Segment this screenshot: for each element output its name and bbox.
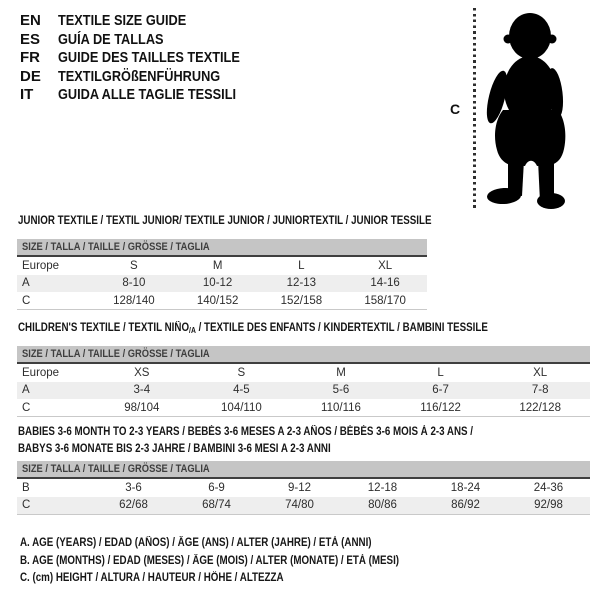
cell: 68/74 bbox=[202, 499, 231, 511]
cell: 92/98 bbox=[534, 499, 563, 511]
cell: 12-13 bbox=[286, 277, 317, 290]
silhouette-foot-right bbox=[537, 193, 565, 209]
cell: M bbox=[336, 366, 346, 379]
cell: 18-24 bbox=[450, 481, 481, 494]
table-row bbox=[17, 275, 427, 293]
cell: 8-10 bbox=[122, 277, 146, 290]
babies-title-line2: BABYS 3-6 MONATE BIS 2-3 JAHRE / BAMBINI 3-6 MESI A 2-3 ANNI bbox=[18, 443, 331, 455]
cell: M bbox=[212, 259, 223, 272]
cell: XL bbox=[378, 259, 393, 272]
note-b: B. AGE (MONTHS) / EDAD (MESES) / ÂGE (MOIS) / ALTER (MONATE) / ETÀ (MESI) bbox=[20, 554, 400, 567]
language-row-fr bbox=[20, 49, 272, 68]
silhouette-ear-right bbox=[548, 35, 557, 44]
cell: 9-12 bbox=[287, 481, 312, 494]
title-subscript: /A bbox=[189, 326, 196, 335]
cell: 14-16 bbox=[370, 277, 400, 290]
language-guide-list bbox=[20, 12, 272, 105]
size-header-bar bbox=[17, 346, 590, 364]
language-row-it bbox=[20, 86, 272, 105]
size-header-text: SIZE / TALLA / TAILLE / GRÖSSE / TAGLIA bbox=[22, 463, 210, 475]
language-code: DE bbox=[20, 67, 41, 85]
junior-table-title bbox=[18, 213, 504, 230]
cell: XS bbox=[134, 366, 150, 379]
children-size-table bbox=[17, 346, 590, 417]
note-a: A. AGE (YEARS) / EDAD (AÑOS) / ÂGE (ANS) / ALTER (JAHRE) / ETÀ (ANNI) bbox=[20, 537, 372, 549]
row-label: Europe bbox=[22, 366, 60, 379]
table-row bbox=[17, 479, 590, 497]
row-label: C bbox=[22, 401, 31, 414]
language-code: EN bbox=[20, 12, 41, 29]
cell: 12-18 bbox=[367, 481, 398, 494]
cell: XL bbox=[533, 366, 548, 379]
language-title: GUIDA ALLE TAGLIE TESSILI bbox=[58, 86, 237, 103]
cell: 116/122 bbox=[420, 401, 461, 414]
height-measure-label: C bbox=[450, 101, 461, 117]
silhouette-ear-left bbox=[504, 35, 513, 44]
cell: 158/170 bbox=[364, 294, 406, 307]
row-label: Europe bbox=[22, 259, 60, 272]
row-label: A bbox=[22, 277, 30, 290]
table-row bbox=[17, 399, 590, 417]
table-row bbox=[17, 292, 427, 310]
cell: 62/68 bbox=[119, 499, 148, 511]
cell: 110/116 bbox=[321, 401, 361, 414]
cell: 80/86 bbox=[368, 499, 397, 511]
cell: 152/158 bbox=[280, 294, 323, 307]
legend-notes bbox=[20, 535, 466, 588]
cell: 3-6 bbox=[125, 481, 142, 494]
cell: 4-5 bbox=[233, 384, 250, 397]
language-title: GUÍA DE TALLAS bbox=[58, 30, 164, 48]
table-row bbox=[17, 382, 590, 400]
size-header-text: SIZE / TALLA / TAILLE / GRÖSSE / TAGLIA bbox=[22, 348, 210, 360]
row-label: A bbox=[22, 384, 30, 397]
language-row-es bbox=[20, 31, 272, 50]
junior-table-title-text: JUNIOR TEXTILE / TEXTIL JUNIOR/ TEXTILE JUNIOR / JUNIORTEXTIL / JUNIOR TESSILE bbox=[18, 215, 432, 227]
junior-size-table bbox=[17, 239, 427, 310]
height-measure-dashed-line bbox=[473, 8, 476, 208]
cell: 140/152 bbox=[196, 294, 239, 307]
cell: 128/140 bbox=[113, 294, 155, 307]
babies-title-line1: BABIES 3-6 MONTH TO 2-3 YEARS / BEBÉS 3-6 MESES A 2-3 AÑOS / BÉBÉS 3-6 MOIS À 2-3 ANS / bbox=[18, 426, 474, 438]
silhouette-head bbox=[509, 13, 551, 59]
cell: 98/104 bbox=[124, 401, 160, 414]
cell: L bbox=[437, 366, 444, 379]
table-row bbox=[17, 497, 590, 515]
toddler-silhouette bbox=[482, 8, 578, 212]
size-header-bar bbox=[17, 239, 427, 257]
language-code: IT bbox=[20, 86, 34, 103]
language-row-en bbox=[20, 12, 272, 31]
cell: 104/110 bbox=[221, 401, 262, 414]
silhouette-shorts bbox=[495, 110, 565, 166]
babies-table-title bbox=[18, 424, 553, 458]
cell: 10-12 bbox=[202, 277, 233, 290]
table-row bbox=[17, 257, 427, 275]
children-table-title-text: CHILDREN'S TEXTILE / TEXTIL NIÑO/A / TEXTILE DES ENFANTS / KINDERTEXTIL / BAMBINI TESSILE bbox=[18, 322, 488, 335]
cell: 3-4 bbox=[133, 384, 151, 397]
language-title: TEXTILE SIZE GUIDE bbox=[58, 12, 187, 29]
children-table-title bbox=[18, 320, 571, 339]
language-code: ES bbox=[20, 30, 41, 48]
babies-size-table bbox=[17, 461, 590, 515]
language-title: GUIDE DES TAILLES TEXTILE bbox=[58, 49, 240, 66]
cell: 7-8 bbox=[531, 384, 549, 397]
row-label: B bbox=[22, 481, 30, 494]
cell: S bbox=[237, 366, 246, 379]
language-title: TEXTILGRÖßENFÜHRUNG bbox=[58, 67, 221, 85]
cell: L bbox=[298, 259, 305, 272]
cell: 6-9 bbox=[208, 481, 225, 494]
row-label: C bbox=[22, 294, 31, 307]
size-header-bar bbox=[17, 461, 590, 479]
cell: 86/92 bbox=[451, 499, 480, 511]
size-header-text: SIZE / TALLA / TAILLE / GRÖSSE / TAGLIA bbox=[22, 241, 210, 253]
cell: 24-36 bbox=[533, 481, 564, 494]
cell: 6-7 bbox=[432, 384, 449, 397]
language-code: FR bbox=[20, 49, 40, 66]
table-row bbox=[17, 364, 590, 382]
language-row-de bbox=[20, 68, 272, 87]
row-label: C bbox=[22, 499, 31, 511]
note-c: C. (cm) HEIGHT / ALTURA / HAUTEUR / HÖHE / ALTEZZA bbox=[20, 572, 284, 584]
cell: 122/128 bbox=[519, 401, 561, 414]
cell: S bbox=[130, 259, 138, 272]
cell: 5-6 bbox=[332, 384, 350, 397]
cell: 74/80 bbox=[285, 499, 314, 511]
